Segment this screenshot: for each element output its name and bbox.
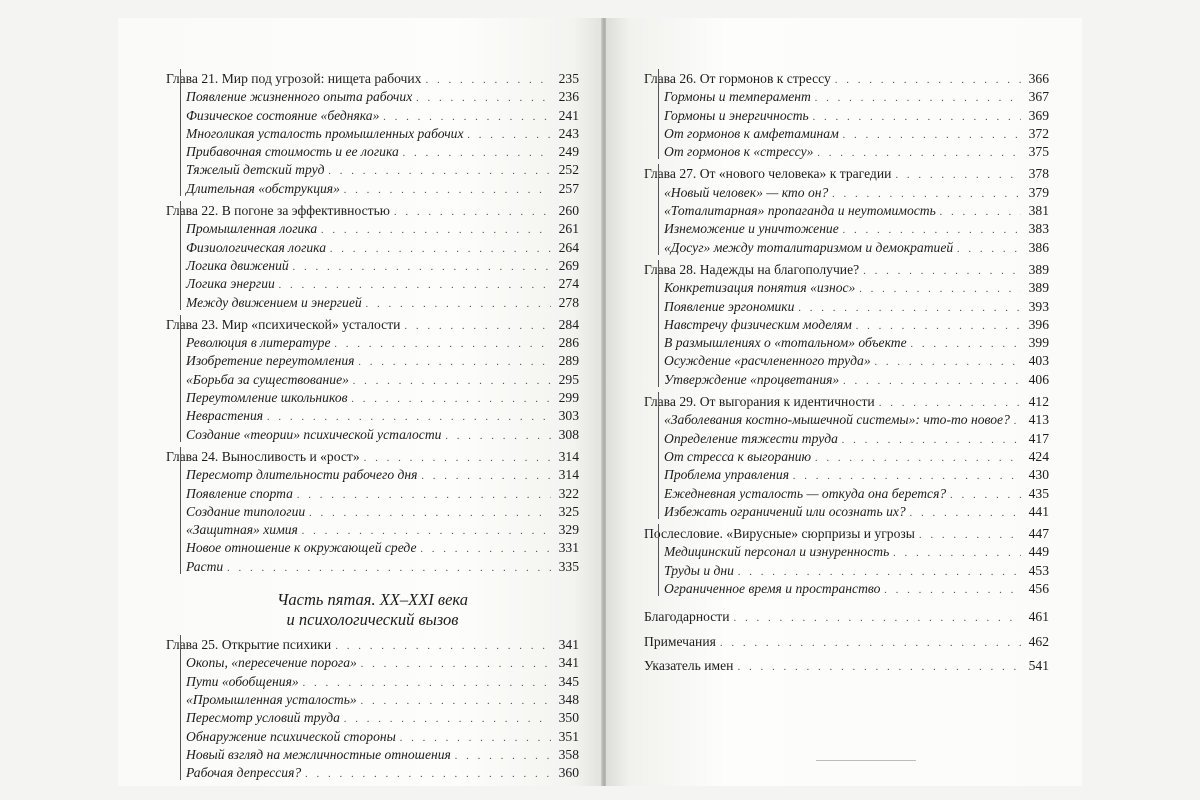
dot-leader xyxy=(1014,412,1021,430)
subsection-entry-title: Осуждение «расчлененного труда» xyxy=(664,353,871,369)
subsection-entry-page-number: 335 xyxy=(558,558,579,574)
chapter-entry xyxy=(644,165,1049,183)
subsection-entry xyxy=(644,316,1049,334)
dot-leader xyxy=(400,729,551,747)
dot-leader xyxy=(793,467,1021,485)
subsection-entry-title: Длительная «обструкция» xyxy=(186,180,340,196)
dot-leader xyxy=(353,372,551,390)
subsection-entry-title: Создание типологии xyxy=(186,503,306,519)
dot-leader xyxy=(359,353,552,371)
subsection-entry xyxy=(644,430,1049,448)
subsection-entry-title: Изнеможение и уничтожение xyxy=(664,221,839,237)
dot-leader xyxy=(842,431,1021,449)
dot-leader xyxy=(328,162,551,180)
subsection-entry xyxy=(644,580,1049,598)
chapter-entry xyxy=(644,70,1049,88)
subsection-entry-title: Новый взгляд на межличностные отношения xyxy=(186,746,451,762)
subsection-entry-title: «Тоталитарная» пропаганда и неутомимость xyxy=(664,203,936,219)
dot-leader xyxy=(734,609,1022,627)
dot-leader xyxy=(835,71,1021,89)
subsection-entry-page-number: 375 xyxy=(1028,144,1049,160)
dot-leader xyxy=(361,655,551,673)
subsection-entry xyxy=(166,334,579,352)
subsection-entry xyxy=(166,407,579,425)
part-title-line: Часть пятая. XX–XXI века xyxy=(277,590,468,610)
subsection-entry-title: Медицинский персонал и изнуренность xyxy=(664,544,890,560)
subsection-entry-page-number: 345 xyxy=(558,673,579,689)
subsection-entry xyxy=(166,673,579,691)
chapter-entry-title: Послесловие. «Вирусные» сюрпризы и угрозы xyxy=(644,526,915,542)
dot-leader xyxy=(895,166,1021,184)
part-title-line: и психологический вызов xyxy=(286,610,459,630)
dot-leader xyxy=(832,185,1021,203)
dot-leader xyxy=(813,108,1021,126)
subsection-entry xyxy=(166,466,579,484)
dot-leader xyxy=(364,449,551,467)
subsection-entry-title: Ежедневная усталость — откуда она берется? xyxy=(664,485,947,501)
subsection-entry xyxy=(644,485,1049,503)
subsection-entry-title: Логика энергии xyxy=(186,276,275,292)
subsection-entry-page-number: 424 xyxy=(1028,448,1049,464)
chapter-entry-page-number: 314 xyxy=(558,448,579,464)
subsection-entry-title: Переутомление школьников xyxy=(186,390,348,406)
dot-leader xyxy=(279,276,551,294)
dot-leader xyxy=(394,203,551,221)
dot-leader xyxy=(798,299,1021,317)
chapter-entry-title: Глава 28. Надежды на благополучие? xyxy=(644,261,860,277)
subsection-entry-page-number: 286 xyxy=(558,335,579,351)
subsection-entry xyxy=(644,88,1049,106)
subsection-entry xyxy=(644,371,1049,389)
dot-leader xyxy=(334,335,551,353)
subsection-entry xyxy=(166,503,579,521)
subsection-entry-title: Гормоны и энергичность xyxy=(664,107,809,123)
subsection-entry-title: Физическое состояние «бедняка» xyxy=(186,107,380,123)
back-matter-entry-title: Примечания xyxy=(644,633,716,649)
book-spread xyxy=(118,18,1082,786)
chapter-entry-page-number: 284 xyxy=(558,316,579,332)
subsection-entry-page-number: 413 xyxy=(1028,412,1049,428)
subsection-entry-title: Создание «теории» психической усталости xyxy=(186,426,442,442)
toc-chapter-section xyxy=(166,448,579,576)
dot-leader xyxy=(403,144,551,162)
dot-leader xyxy=(416,89,551,107)
dot-leader xyxy=(957,240,1021,258)
chapter-entry-page-number: 260 xyxy=(558,203,579,219)
subsection-entry-title: Окопы, «пересечение порога» xyxy=(186,655,357,671)
chapter-entry xyxy=(644,525,1049,543)
subsection-entry-page-number: 278 xyxy=(558,294,579,310)
subsection-entry-page-number: 386 xyxy=(1028,239,1049,255)
bleed-through-rule xyxy=(816,760,916,761)
subsection-entry-title: Появление эргономики xyxy=(664,298,795,314)
subsection-entry xyxy=(166,294,579,312)
subsection-entry-page-number: 269 xyxy=(558,257,579,273)
subsection-entry-title: Пересмотр длительности рабочего дня xyxy=(186,467,418,483)
subsection-entry-page-number: 350 xyxy=(558,710,579,726)
subsection-entry-title: От стресса к выгоранию xyxy=(664,448,812,464)
subsection-entry xyxy=(644,107,1049,125)
dot-leader xyxy=(879,394,1021,412)
dot-leader xyxy=(344,181,551,199)
chapter-entry-page-number: 412 xyxy=(1028,394,1049,410)
subsection-entry-page-number: 396 xyxy=(1028,316,1049,332)
dot-leader xyxy=(843,126,1021,144)
subsection-entry-page-number: 399 xyxy=(1028,335,1049,351)
subsection-entry xyxy=(166,691,579,709)
subsection-entry-title: Прибавочная стоимость и ее логика xyxy=(186,144,399,160)
subsection-entry-title: «Заболевания костно-мышечной системы»: что-то новое? xyxy=(664,412,1010,428)
subsection-entry xyxy=(166,539,579,557)
dot-leader xyxy=(425,71,551,89)
toc-chapter-section xyxy=(166,70,579,198)
subsection-entry xyxy=(166,389,579,407)
subsection-entry xyxy=(166,728,579,746)
chapter-entry-title: Глава 22. В погоне за эффективностью xyxy=(166,203,390,219)
dot-leader xyxy=(468,126,551,144)
left-toc xyxy=(166,18,579,782)
subsection-entry-page-number: 393 xyxy=(1028,298,1049,314)
subsection-entry-page-number: 299 xyxy=(558,390,579,406)
dot-leader xyxy=(422,467,552,485)
dot-leader xyxy=(227,559,551,577)
back-matter-entry-title: Указатель имен xyxy=(644,657,734,673)
subsection-entry-title: Революция в литературе xyxy=(186,335,331,351)
dot-leader xyxy=(404,317,551,335)
left-page xyxy=(118,18,602,786)
dot-leader xyxy=(361,692,551,710)
chapter-entry-page-number: 341 xyxy=(558,637,579,653)
subsection-entry-page-number: 241 xyxy=(558,107,579,123)
dot-leader xyxy=(950,486,1021,504)
subsection-entry xyxy=(166,257,579,275)
back-matter-entry-title: Благодарности xyxy=(644,609,730,625)
toc-chapter-section xyxy=(644,525,1049,598)
subsection-entry xyxy=(166,709,579,727)
subsection-entry-page-number: 435 xyxy=(1028,485,1049,501)
subsection-entry-page-number: 441 xyxy=(1028,503,1049,519)
subsection-entry xyxy=(644,466,1049,484)
dot-leader xyxy=(352,390,551,408)
subsection-entry-page-number: 372 xyxy=(1028,125,1049,141)
dot-leader xyxy=(302,522,551,540)
subsection-entry-page-number: 389 xyxy=(1028,280,1049,296)
subsection-entry-page-number: 308 xyxy=(558,426,579,442)
subsection-entry xyxy=(644,298,1049,316)
subsection-entry-page-number: 453 xyxy=(1028,562,1049,578)
subsection-entry xyxy=(166,485,579,503)
dot-leader xyxy=(421,540,552,558)
subsection-entry-title: Логика движений xyxy=(186,257,289,273)
back-matter-entry xyxy=(644,608,1049,626)
chapter-entry-title: Глава 25. Открытие психики xyxy=(166,637,332,653)
subsection-entry-page-number: 351 xyxy=(558,728,579,744)
dot-leader xyxy=(884,581,1021,599)
subsection-entry-page-number: 249 xyxy=(558,144,579,160)
subsection-entry-page-number: 274 xyxy=(558,276,579,292)
subsection-entry-page-number: 331 xyxy=(558,540,579,556)
subsection-entry-title: «Досуг» между тоталитаризмом и демократией xyxy=(664,239,954,255)
dot-leader xyxy=(321,221,551,239)
chapter-entry-page-number: 389 xyxy=(1028,261,1049,277)
subsection-entry-page-number: 360 xyxy=(558,765,579,781)
subsection-entry-page-number: 456 xyxy=(1028,581,1049,597)
subsection-entry-page-number: 236 xyxy=(558,89,579,105)
subsection-entry-page-number: 314 xyxy=(558,467,579,483)
subsection-entry-title: «Новый человек» — кто он? xyxy=(664,184,829,200)
subsection-entry-title: Утверждение «процветания» xyxy=(664,371,840,387)
subsection-entry xyxy=(166,88,579,106)
subsection-entry-page-number: 264 xyxy=(558,239,579,255)
subsection-entry xyxy=(644,143,1049,161)
dot-leader xyxy=(893,544,1021,562)
subsection-entry-page-number: 325 xyxy=(558,503,579,519)
back-matter-entry xyxy=(644,657,1049,675)
dot-leader xyxy=(309,504,551,522)
subsection-entry xyxy=(166,180,579,198)
subsection-entry xyxy=(166,161,579,179)
subsection-entry-page-number: 261 xyxy=(558,221,579,237)
subsection-entry xyxy=(166,107,579,125)
back-matter-entries xyxy=(644,608,1049,675)
back-matter-entry-page-number: 541 xyxy=(1028,657,1049,673)
subsection-entry xyxy=(644,448,1049,466)
dot-leader xyxy=(863,262,1021,280)
subsection-entry xyxy=(644,125,1049,143)
chapter-entry xyxy=(644,393,1049,411)
subsection-entry xyxy=(644,202,1049,220)
subsection-entry-title: Физиологическая логика xyxy=(186,239,326,255)
subsection-entry-page-number: 430 xyxy=(1028,467,1049,483)
subsection-entry xyxy=(644,184,1049,202)
subsection-entry-title: Избежать ограничений или осознать их? xyxy=(664,503,906,519)
subsection-entry-title: Между движением и энергией xyxy=(186,294,362,310)
subsection-entry-page-number: 243 xyxy=(558,125,579,141)
subsection-entry-title: Ограниченное время и пространство xyxy=(664,581,881,597)
dot-leader xyxy=(293,258,551,276)
dot-leader xyxy=(940,203,1021,221)
subsection-entry xyxy=(166,746,579,764)
subsection-entry-page-number: 329 xyxy=(558,522,579,538)
subsection-entry-page-number: 381 xyxy=(1028,203,1049,219)
subsection-entry-title: Промышленная логика xyxy=(186,221,318,237)
subsection-entry-page-number: 257 xyxy=(558,180,579,196)
toc-chapter-section xyxy=(166,316,579,444)
subsection-entry-page-number: 252 xyxy=(558,162,579,178)
subsection-entry-page-number: 322 xyxy=(558,485,579,501)
subsection-entry-title: Обнаружение психической стороны xyxy=(186,728,396,744)
subsection-entry-title: Пересмотр условий труда xyxy=(186,710,340,726)
toc-chapter-section xyxy=(644,165,1049,256)
dot-leader xyxy=(305,765,551,783)
dot-leader xyxy=(919,526,1021,544)
subsection-entry xyxy=(166,125,579,143)
subsection-entry-title: Проблема управления xyxy=(664,467,790,483)
chapter-entry xyxy=(166,636,579,654)
subsection-entry xyxy=(166,426,579,444)
subsection-entry-page-number: 289 xyxy=(558,353,579,369)
subsection-entry-title: Определение тяжести труда xyxy=(664,430,838,446)
toc-chapter-section xyxy=(644,261,1049,389)
back-matter-entry-page-number: 462 xyxy=(1028,633,1049,649)
subsection-entry-page-number: 341 xyxy=(558,655,579,671)
dot-leader xyxy=(335,637,551,655)
subsection-entry-page-number: 358 xyxy=(558,746,579,762)
subsection-entry-page-number: 348 xyxy=(558,691,579,707)
subsection-entry-title: Рабочая депрессия? xyxy=(186,765,302,781)
subsection-entry-title: Новое отношение к окружающей среде xyxy=(186,540,417,556)
subsection-entry-title: От гормонов к «стрессу» xyxy=(664,144,814,160)
subsection-entry-title: Гормоны и темперамент xyxy=(664,89,811,105)
subsection-entry xyxy=(166,521,579,539)
right-toc xyxy=(644,18,1049,681)
back-matter-entry xyxy=(644,633,1049,651)
subsection-entry xyxy=(166,558,579,576)
chapter-entry-title: Глава 21. Мир под угрозой: нищета рабочих xyxy=(166,71,422,86)
subsection-entry xyxy=(644,239,1049,257)
dot-leader xyxy=(911,335,1021,353)
subsection-entry xyxy=(166,764,579,782)
subsection-entry-title: Появление жизненного опыта рабочих xyxy=(186,89,413,105)
subsection-entry xyxy=(166,352,579,370)
toc-chapter-section xyxy=(644,393,1049,521)
chapter-entry xyxy=(166,316,579,334)
subsection-entry xyxy=(644,279,1049,297)
subsection-entry-title: Расти xyxy=(186,558,224,574)
subsection-entry xyxy=(166,371,579,389)
subsection-entry-page-number: 295 xyxy=(558,371,579,387)
toc-chapter-section xyxy=(166,636,579,782)
chapter-entry-title: Глава 27. От «нового человека» к трагедии xyxy=(644,166,892,182)
subsection-entry-page-number: 369 xyxy=(1028,107,1049,123)
subsection-entry-title: От гормонов к амфетаминам xyxy=(664,125,839,141)
chapter-entry xyxy=(644,261,1049,279)
subsection-entry-title: «Защитная» химия xyxy=(186,522,298,538)
dot-leader xyxy=(910,504,1021,522)
dot-leader xyxy=(843,221,1021,239)
dot-leader xyxy=(267,408,551,426)
subsection-entry-page-number: 406 xyxy=(1028,371,1049,387)
chapter-entry xyxy=(166,70,579,88)
chapter-entry xyxy=(166,448,579,466)
chapter-entry-page-number: 235 xyxy=(558,71,579,86)
subsection-entry xyxy=(644,562,1049,580)
subsection-entry-title: Неврастения xyxy=(186,408,264,424)
dot-leader xyxy=(330,240,551,258)
dot-leader xyxy=(875,353,1021,371)
subsection-entry-title: Многоликая усталость промышленных рабочих xyxy=(186,125,464,141)
chapter-entry-title: Глава 29. От выгорания к идентичности xyxy=(644,394,875,410)
subsection-entry xyxy=(644,543,1049,561)
back-matter-entry-page-number: 461 xyxy=(1028,609,1049,625)
subsection-entry-title: Навстречу физическим моделям xyxy=(664,316,852,332)
subsection-entry-title: «Борьба за существование» xyxy=(186,371,349,387)
dot-leader xyxy=(303,674,551,692)
subsection-entry-page-number: 367 xyxy=(1028,89,1049,105)
dot-leader xyxy=(366,295,551,313)
subsection-entry-title: В размышлениях о «тотальном» объекте xyxy=(664,335,907,351)
dot-leader xyxy=(856,317,1021,335)
chapter-entry-title: Глава 26. От гормонов к стрессу xyxy=(644,71,831,86)
dot-leader xyxy=(297,486,551,504)
subsection-entry-title: Пути «обобщения» xyxy=(186,673,299,689)
dot-leader xyxy=(859,280,1021,298)
subsection-entry xyxy=(166,239,579,257)
subsection-entry-page-number: 379 xyxy=(1028,184,1049,200)
dot-leader xyxy=(344,710,551,728)
chapter-entry-title: Глава 23. Мир «психической» усталости xyxy=(166,316,401,332)
subsection-entry xyxy=(644,411,1049,429)
subsection-entry xyxy=(166,275,579,293)
subsection-entry xyxy=(644,503,1049,521)
dot-leader xyxy=(843,372,1021,390)
subsection-entry-title: Появление спорта xyxy=(186,485,293,501)
subsection-entry-page-number: 417 xyxy=(1028,430,1049,446)
subsection-entry-title: Изобретение переутомления xyxy=(186,353,355,369)
subsection-entry-page-number: 449 xyxy=(1028,544,1049,560)
subsection-entry xyxy=(644,352,1049,370)
dot-leader xyxy=(455,747,551,765)
subsection-entry-title: Конкретизация понятия «износ» xyxy=(664,280,856,296)
subsection-entry-title: Тяжелый детский труд xyxy=(186,162,325,178)
dot-leader xyxy=(383,108,551,126)
dot-leader xyxy=(738,563,1021,581)
dot-leader xyxy=(817,144,1021,162)
dot-leader xyxy=(815,449,1021,467)
chapter-entry xyxy=(166,202,579,220)
subsection-entry xyxy=(166,654,579,672)
dot-leader xyxy=(737,658,1021,676)
toc-chapter-section xyxy=(644,70,1049,161)
subsection-entry-page-number: 403 xyxy=(1028,353,1049,369)
subsection-entry xyxy=(166,220,579,238)
dot-leader xyxy=(720,634,1021,652)
subsection-entry-title: «Промышленная усталость» xyxy=(186,691,357,707)
chapter-entry-page-number: 447 xyxy=(1028,526,1049,542)
toc-chapter-section xyxy=(166,202,579,312)
part-five-title xyxy=(166,590,579,630)
dot-leader xyxy=(445,427,551,445)
subsection-entry xyxy=(644,334,1049,352)
right-page xyxy=(606,18,1082,786)
subsection-entry-title: Труды и дни xyxy=(664,562,734,578)
subsection-entry-page-number: 383 xyxy=(1028,221,1049,237)
subsection-entry-page-number: 303 xyxy=(558,408,579,424)
subsection-entry xyxy=(166,143,579,161)
chapter-entry-page-number: 366 xyxy=(1028,71,1049,86)
chapter-entry-page-number: 378 xyxy=(1028,166,1049,182)
chapter-entry-title: Глава 24. Выносливость и «рост» xyxy=(166,448,360,464)
dot-leader xyxy=(815,89,1021,107)
subsection-entry xyxy=(644,220,1049,238)
